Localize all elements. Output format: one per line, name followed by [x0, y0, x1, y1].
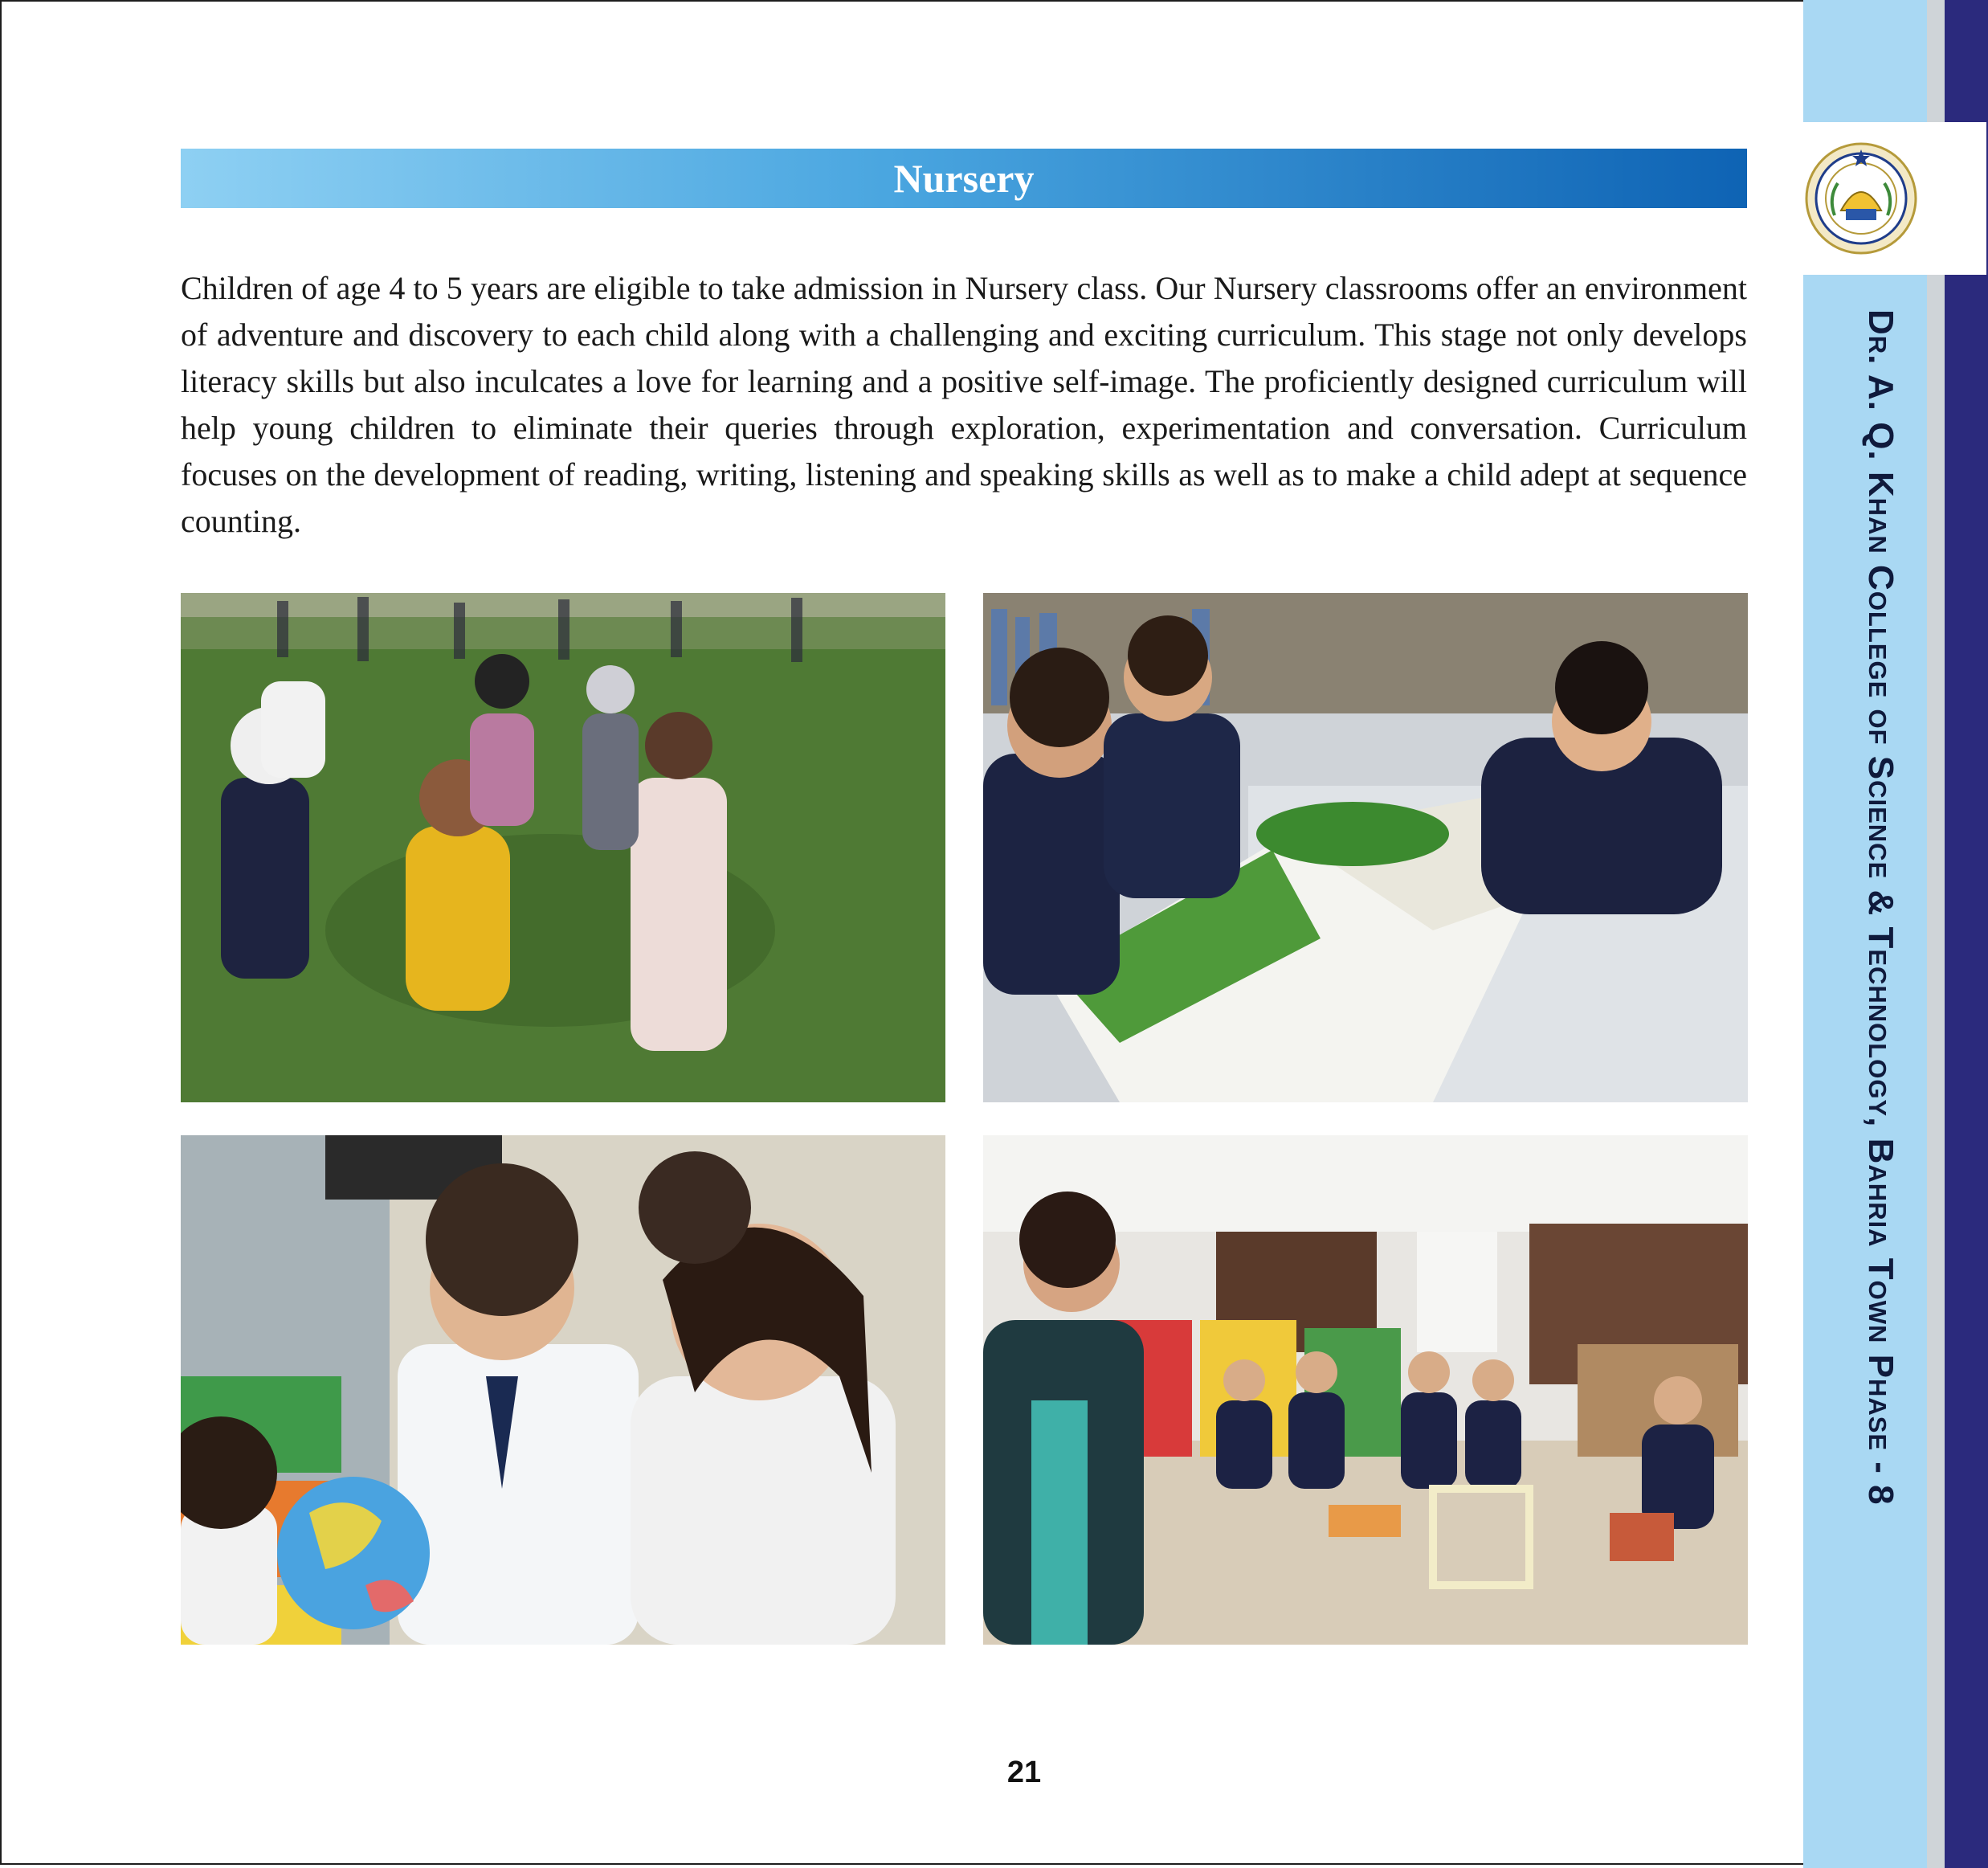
page-number: 21 — [1006, 1756, 1042, 1789]
section-banner — [181, 149, 1747, 208]
section-title: Nursery — [893, 156, 1035, 201]
photo-children-reading-book — [983, 593, 1748, 1102]
photo-children-playing-circle — [181, 593, 945, 1102]
sidebar-grey-band — [1927, 0, 1945, 1868]
college-name-text: Dr. A. Q. Khan College of Science & Technology, Bahria Town Phase - 8 — [1861, 309, 1900, 1506]
intro-paragraph: Children of age 4 to 5 years are eligible to take admission in Nursery class. Our Nursery classrooms offer an environment of adventure and discovery to each child along with a challenging and exciting curriculum. This stage not only develops literacy skills but also inculcates a love for learning and a positive self-image. The proficiently designed curriculum will help young children to eliminate their queries through exploration, experimentation and conversation. Curriculum focuses on the development of reading, writing, listening and speaking skills as well as to make a child adept at sequence counting. — [181, 270, 1747, 539]
photo-children-with-globe — [181, 1135, 945, 1645]
college-seal-icon — [1804, 141, 1918, 255]
photo-classroom-activity — [983, 1135, 1748, 1645]
college-name-vertical — [1820, 309, 1904, 1555]
sidebar-dark-band — [1945, 0, 1988, 1868]
